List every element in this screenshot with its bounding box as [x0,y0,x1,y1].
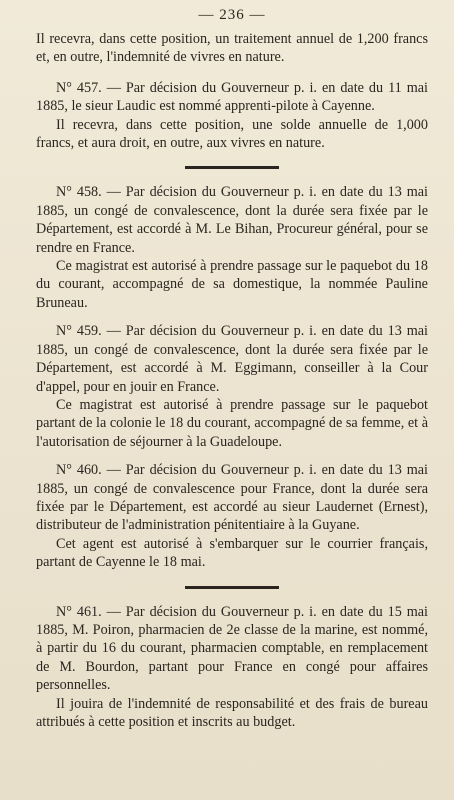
decision-entry-458 [36,183,428,312]
entry-paragraph: Ce magistrat est autorisé à prendre passage sur le paquebot du 18 du courant, accompagné de sa domestique, la nommée Pauline Bruneau. [36,258,428,311]
continuation-paragraph: Il recevra, dans cette position, un traitement annuel de 1,200 francs et, en outre, l'indemnité de vivres en nature. [36,31,428,66]
decision-entry-457 [36,79,428,153]
decision-entry-460 [36,461,428,571]
section-divider [185,586,279,589]
entry-paragraph: Ce magistrat est autorisé à prendre passage sur le paquebot partant de la colonie le 18 du courant, accompagné de sa femme, et à l'autorisation de séjourner à la Guadeloupe. [36,396,428,450]
entry-paragraph: Il jouira de l'indemnité de responsabilité et des frais de bureau attribués à cette position et inscrits au budget. [36,695,428,730]
section-divider [185,166,279,169]
decision-entry-461 [36,603,428,732]
entry-paragraph: N° 460. — Par décision du Gouverneur p. i. en date du 13 mai 1885, un congé de convalescence pour France, dont la durée sera fixée par le Département, est accordé au sieur Laudernet (Ernest), distributeur de l'administration pénitentiaire à la Guyane. [36,462,428,534]
entry-paragraph: Cet agent est autorisé à s'embarquer sur le courrier français, partant de Cayenne le 18 mai. [36,535,428,571]
entry-paragraph: N° 459. — Par décision du Gouverneur p. i. en date du 13 mai 1885, un congé de convalescence, dont la durée sera fixée par le Département, est accordé à M. Eggimann, conseiller à la Cour d'appel, pour en jouir en France. [36,323,428,395]
entry-paragraph: N° 461. — Par décision du Gouverneur p. i. en date du 15 mai 1885, M. Poiron, pharmacien de 2e classe de la marine, est nommé, à partir du 16 du courant, pharmacien comptable, en remplacement de M. Bourdon, partant pour France en congé pour affaires personnelles. [36,603,428,694]
entry-paragraph: Il recevra, dans cette position, une solde annuelle de 1,000 francs, et aura droit, en outre, aux vivres en nature. [36,116,428,152]
page-number: — 236 — [198,7,266,23]
entry-paragraph: N° 458. — Par décision du Gouverneur p. i. en date du 13 mai 1885, un congé de convalescence, dont la durée sera fixée par le Département, est accordé à M. Le Bihan, Procureur général, pour se rendre en France. [36,184,428,256]
decision-entry-459 [36,322,428,451]
entry-paragraph: N° 457. — Par décision du Gouverneur p. i. en date du 11 mai 1885, le sieur Laudic est nommé apprenti-pilote à Cayenne. [36,79,428,115]
